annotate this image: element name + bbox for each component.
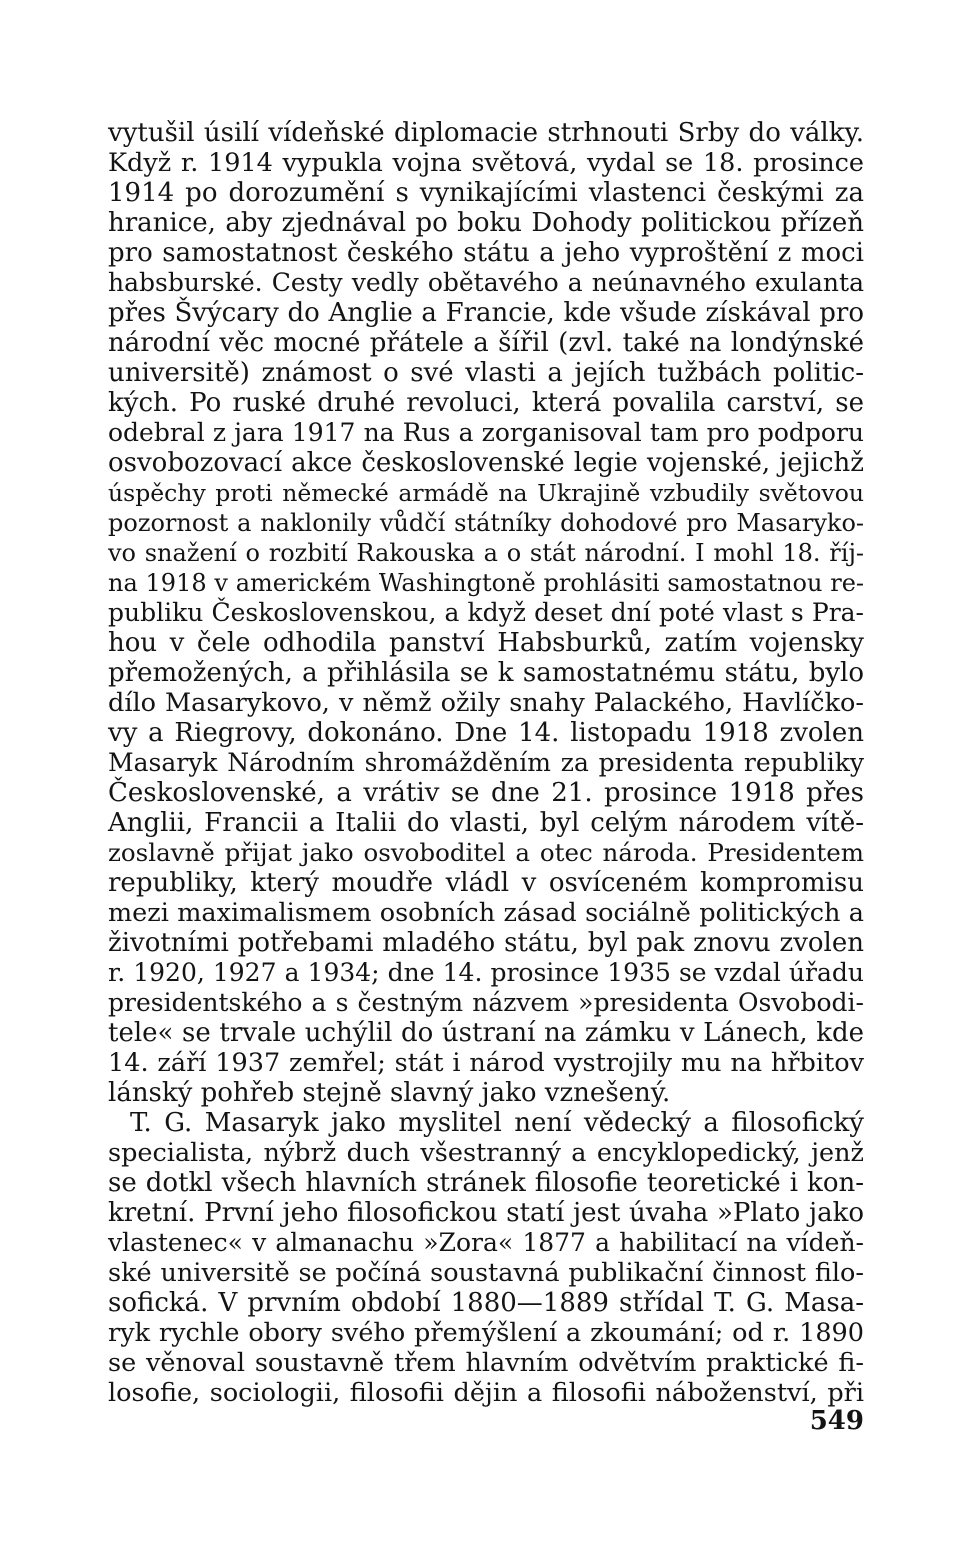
text-line: vy a Riegrovy, dokonáno. Dne 14. listopadu 1918 zvolen [108, 718, 864, 748]
text-line: 14. září 1937 zemřel; stát i národ vystrojily mu na hřbitov [108, 1048, 864, 1078]
page-text-block [108, 118, 864, 1408]
text-line: na 1918 v americkém Washingtoně prohlásiti samostatnou re- [108, 569, 864, 597]
text-line: národní věc mocné přátele a šířil (zvl. také na londýnské [108, 328, 864, 358]
text-line: odebral z jara 1917 na Rus a zorganisoval tam pro podporu [108, 418, 864, 447]
text-line: dílo Masarykovo, v němž ožily snahy Palackého, Havlíčko- [108, 688, 864, 718]
text-line: sofická. V prvním období 1880—1889 střídal T. G. Masa- [108, 1288, 864, 1318]
text-line: hranice, aby zjednával po boku Dohody politickou přízeň [108, 208, 864, 238]
text-line: specialista, nýbrž duch všestranný a encyklopedický, jenž [108, 1138, 864, 1168]
text-line: ské universitě se počíná soustavná publikační činnost filo- [108, 1258, 864, 1288]
text-line: tele« se trvale uchýlil do ústraní na zámku v Lánech, kde [108, 1018, 864, 1048]
text-line: r. 1920, 1927 a 1934; dne 14. prosince 1935 se vzdal úřadu [108, 958, 864, 987]
text-line: Když r. 1914 vypukla vojna světová, vydal se 18. prosince [108, 148, 864, 178]
text-line: Anglii, Francii a Italii do vlasti, byl celým národem vítě- [108, 808, 864, 838]
page-number: 549 [809, 1406, 864, 1436]
text-line: vlastenec« v almanachu »Zora« 1877 a habilitací na vídeň- [108, 1228, 864, 1257]
text-line: vytušil úsilí vídeňské diplomacie strhnouti Srby do války. [108, 118, 864, 148]
text-line: přemožených, a přihlásila se k samostatnému státu, bylo [108, 658, 864, 688]
text-line: pro samostatnost českého státu a jeho vyproštění z moci [108, 238, 864, 268]
text-line: pozornost a naklonily vůdčí státníky dohodové pro Masaryko- [108, 509, 864, 537]
text-line: osvobozovací akce československé legie vojenské, jejichž [108, 448, 864, 478]
text-line: republiky, který moudře vládl v osvíceném kompromisu [108, 868, 864, 898]
text-line: mezi maximalismem osobních zásad sociálně politických a [108, 898, 864, 928]
text-line: Masaryk Národním shromážděním za presidenta republiky [108, 748, 864, 777]
paragraph-start-line: T. G. Masaryk jako myslitel není vědecký a filosofický [130, 1108, 864, 1138]
text-line: životními potřebami mladého státu, byl pak znovu zvolen [108, 928, 864, 958]
text-line: 1914 po dorozumění s vynikajícími vlastenci českými za [108, 178, 864, 208]
text-line: hou v čele odhodila panství Habsburků, zatím vojensky [108, 628, 864, 658]
text-line: se věnoval soustavně třem hlavním odvětvím praktické fi- [108, 1348, 864, 1378]
text-line: přes Švýcary do Anglie a Francie, kde všude získával pro [108, 298, 864, 328]
text-line: publiku Československou, a když deset dní poté vlast s Pra- [108, 598, 864, 627]
text-line: úspěchy proti německé armádě na Ukrajině vzbudily světovou [108, 479, 864, 507]
text-line: habsburské. Cesty vedly obětavého a neúnavného exulanta [108, 268, 864, 297]
text-line: ryk rychle obory svého přemýšlení a zkoumání; od r. 1890 [108, 1318, 864, 1348]
text-line: kretní. První jeho filosofickou statí jest úvaha »Plato jako [108, 1198, 864, 1228]
text-line: presidentského a s čestným názvem »presidenta Osvobodi- [108, 988, 864, 1017]
text-line: Československé, a vrátiv se dne 21. prosince 1918 přes [108, 778, 864, 808]
text-line: kých. Po ruské druhé revoluci, která povalila carství, se [108, 388, 864, 418]
text-line: zoslavně přijat jako osvoboditel a otec národa. Presidentem [108, 838, 864, 867]
text-line: losofie, sociologii, filosofii dějin a filosofii náboženství, při [108, 1378, 864, 1408]
text-line: vo snažení o rozbití Rakouska a o stát národní. I mohl 18. říj- [108, 539, 864, 567]
paragraph-end-line: lánský pohřeb stejně slavný jako vznešený. [108, 1078, 671, 1108]
text-line: universitě) známost o své vlasti a jejích tužbách politic- [108, 358, 864, 388]
text-line: se dotkl všech hlavních stránek filosofie teoretické i kon- [108, 1168, 864, 1198]
